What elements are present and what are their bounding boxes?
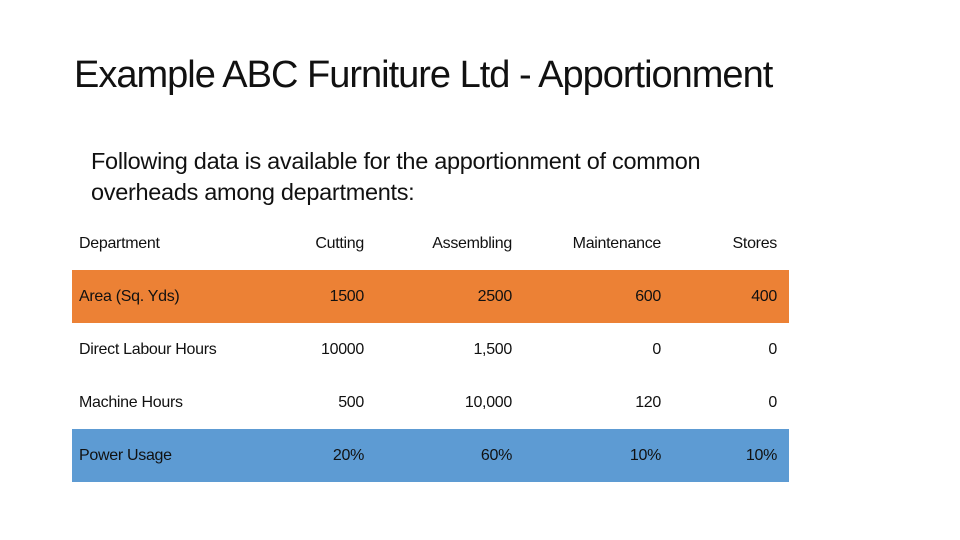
row-label: Direct Labour Hours	[79, 340, 217, 358]
table-header-row	[72, 218, 789, 270]
intro-line-2: overheads among departments:	[91, 179, 415, 205]
cell-stores: 400	[751, 287, 777, 305]
cell-stores: 0	[768, 340, 777, 358]
intro-line-1: Following data is available for the apportionment of common	[91, 148, 701, 174]
cell-cutting: 10000	[321, 340, 364, 358]
table-row-power-usage	[72, 429, 789, 482]
header-stores: Stores	[732, 235, 777, 252]
cell-cutting: 20%	[332, 446, 364, 464]
table-row-area	[72, 270, 789, 323]
cell-maintenance: 600	[635, 287, 661, 305]
table-row-direct-labour-hours	[72, 323, 789, 376]
cell-cutting: 1500	[329, 287, 364, 305]
cell-assembling: 2500	[477, 287, 512, 305]
intro-text	[91, 146, 811, 208]
slide-title: Example ABC Furniture Ltd - Apportionment	[74, 54, 773, 96]
header-cutting: Cutting	[315, 235, 364, 252]
cell-assembling: 10,000	[464, 393, 512, 411]
header-maintenance: Maintenance	[572, 235, 661, 252]
cell-maintenance: 0	[652, 340, 661, 358]
apportionment-table	[72, 218, 789, 482]
cell-maintenance: 10%	[629, 446, 661, 464]
cell-assembling: 60%	[480, 446, 512, 464]
header-assembling: Assembling	[432, 235, 512, 252]
cell-stores: 10%	[745, 446, 777, 464]
cell-cutting: 500	[338, 393, 364, 411]
cell-maintenance: 120	[635, 393, 661, 411]
header-department: Department	[79, 235, 160, 252]
cell-stores: 0	[768, 393, 777, 411]
cell-assembling: 1,500	[473, 340, 512, 358]
row-label: Machine Hours	[79, 393, 183, 411]
row-label: Area (Sq. Yds)	[79, 287, 180, 305]
row-label: Power Usage	[79, 446, 172, 464]
table-row-machine-hours	[72, 376, 789, 429]
